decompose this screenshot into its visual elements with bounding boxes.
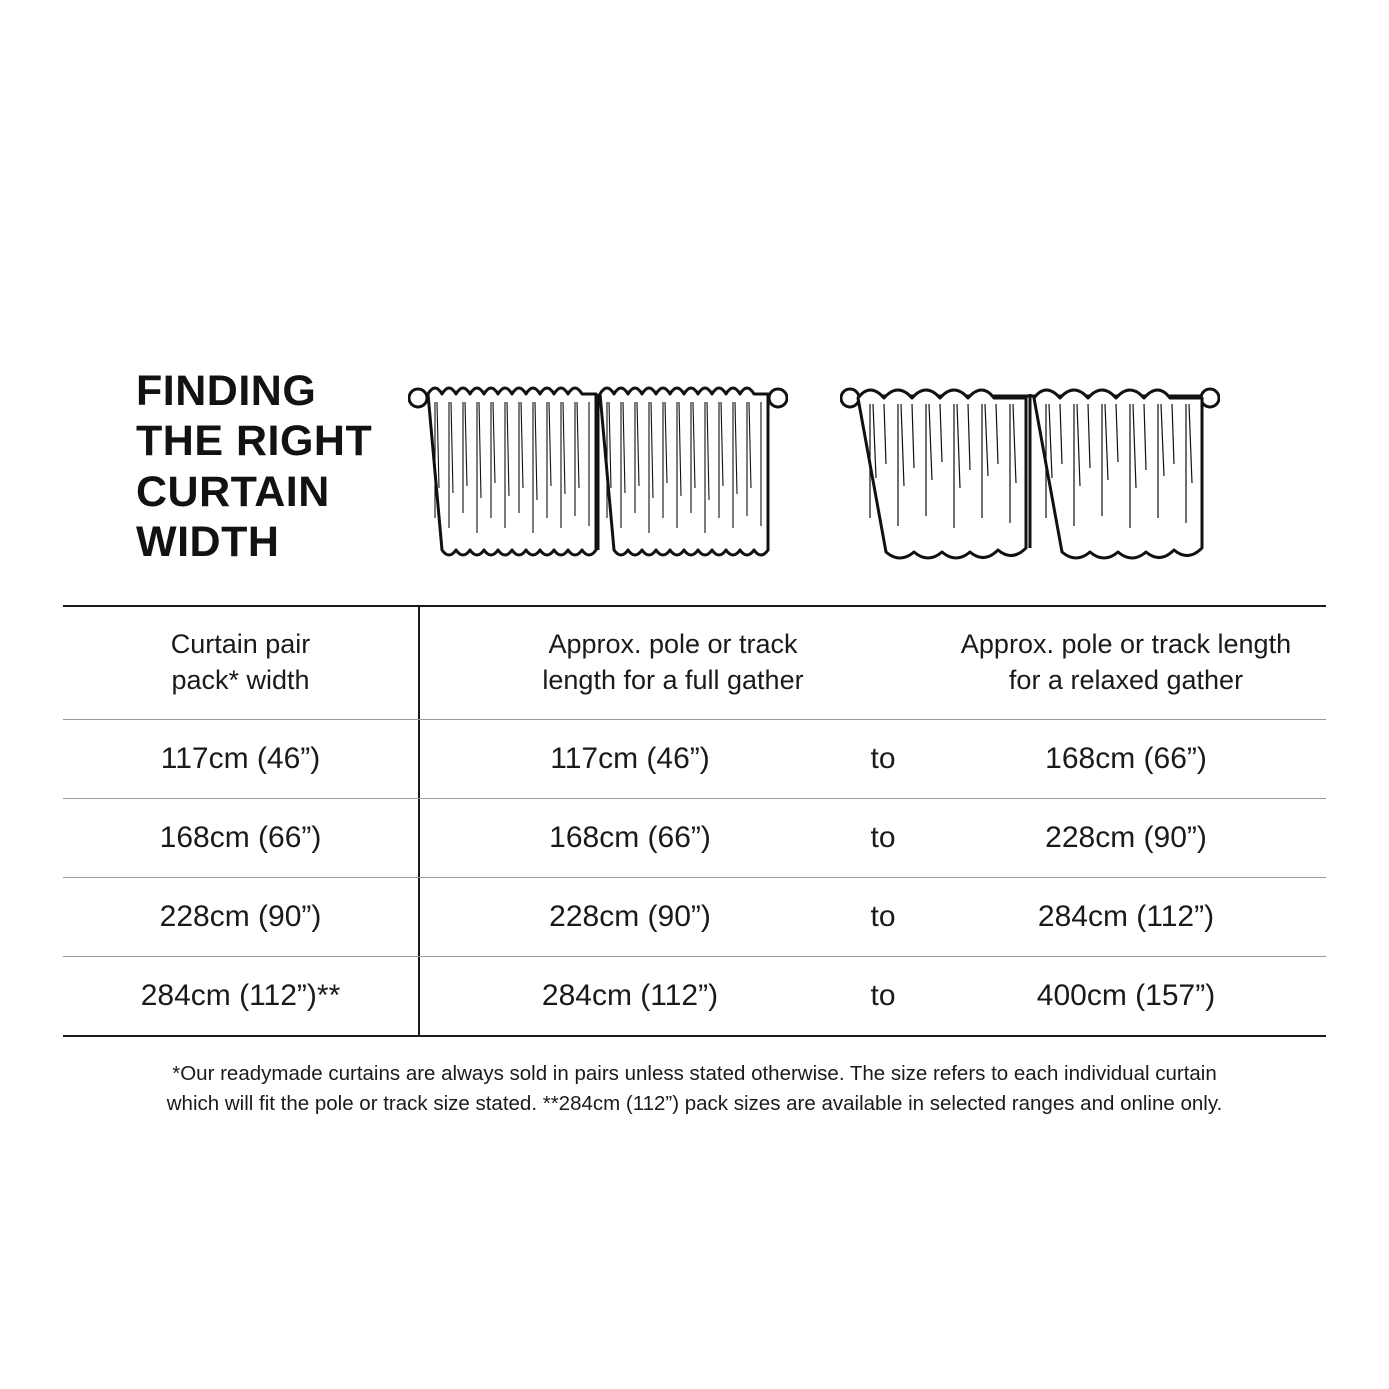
illustration-group [408,360,1326,578]
header-pack-width-line-2: pack* width [171,665,310,695]
header-cell-relaxed-gather [926,607,1326,719]
cell-full-gather: 117cm (46”) [550,742,710,775]
cell-relaxed-gather: 284cm (112”) [1037,900,1215,933]
cell-pack-width: 284cm (112”)** [63,957,420,1035]
header-relaxed-gather-line-1: Approx. pole or track length [960,629,1292,660]
footnote-line-1: *Our readymade curtains are always sold in pairs unless stated otherwise. The size refers to each individual curtain [172,1062,1217,1085]
page-title [63,360,408,567]
page-title-line-3: CURTAIN [136,467,330,516]
curtain-relaxed-gather-illustration [840,368,1220,578]
cell-pack-width: 117cm (46”) [63,720,420,798]
guide-content [63,360,1326,1118]
header-full-gather-line-1: Approx. pole or track [548,629,798,660]
page-title-line-1: FINDING [136,367,317,415]
page-title-line-2: THE RIGHT [136,417,373,466]
cell-relaxed-gather: 228cm (90”) [1045,821,1207,854]
cell-connector: to [870,821,896,854]
page-title-line-4: WIDTH [136,517,280,566]
header-cell-pack-width [63,607,420,719]
header-full-gather-line-2: length for a full gather [542,665,804,695]
cell-connector: to [870,900,896,933]
cell-full-gather: 284cm (112”) [541,979,719,1012]
table-header-row [63,607,1326,720]
table-row [63,799,1326,878]
cell-connector: to [870,742,896,775]
header-relaxed-gather-line-2: for a relaxed gather [1008,665,1244,695]
header-cell-full-gather [420,607,926,719]
table-row [63,957,1326,1037]
curtain-width-table [63,605,1326,1037]
footnote-line-2: which will fit the pole or track size stated. **284cm (112”) pack sizes are available in selected ranges and online only. [166,1091,1223,1115]
curtain-full-gather-illustration [408,368,788,578]
footnote [63,1059,1326,1118]
cell-relaxed-gather: 168cm (66”) [1045,742,1207,775]
cell-full-gather: 168cm (66”) [549,821,711,854]
cell-full-gather: 228cm (90”) [549,900,711,933]
table-row [63,720,1326,799]
cell-connector: to [870,979,896,1012]
header-row [63,360,1326,605]
header-pack-width-line-1: Curtain pair [170,629,311,660]
table-row [63,878,1326,957]
cell-pack-width: 228cm (90”) [63,878,420,956]
cell-relaxed-gather: 400cm (157”) [1036,979,1216,1012]
cell-pack-width: 168cm (66”) [63,799,420,877]
